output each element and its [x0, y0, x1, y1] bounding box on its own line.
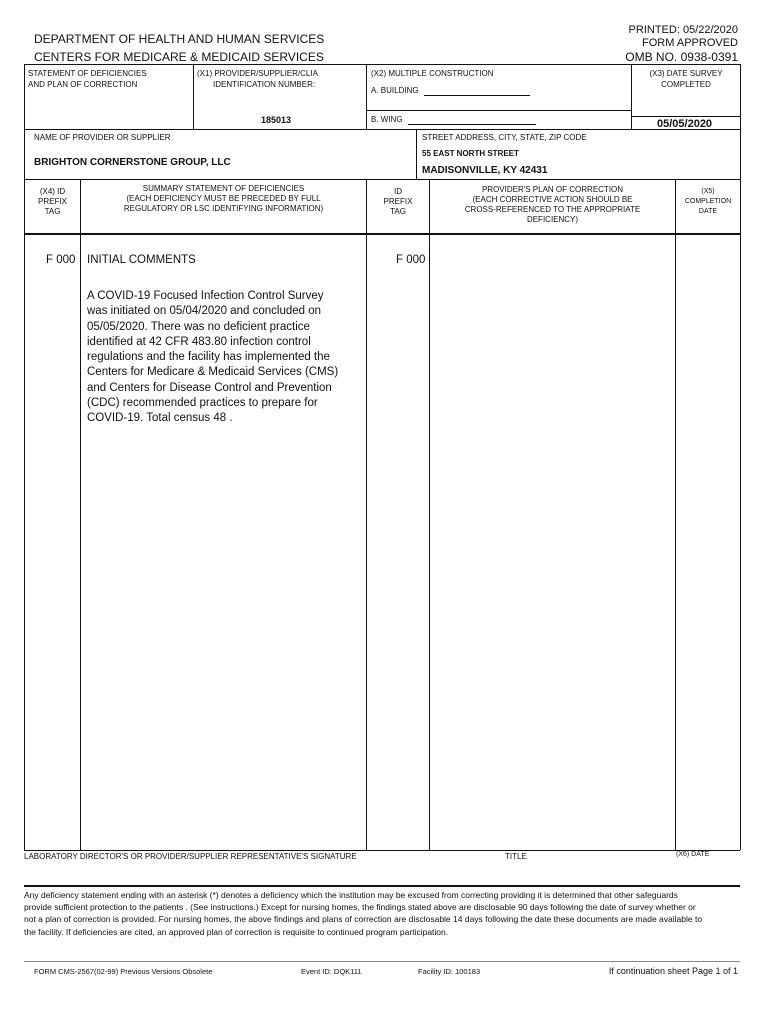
right-border — [740, 64, 741, 850]
table-bottom-border — [24, 850, 740, 851]
omb-number: OMB NO. 0938-0391 — [625, 50, 738, 64]
x4-header — [25, 187, 80, 217]
id-header-line2: PREFIX — [383, 197, 413, 206]
id-header — [367, 187, 429, 217]
x3-divider — [631, 116, 740, 117]
summary-header-line2: (EACH DEFICIENCY MUST BE PRECEDED BY FULL — [126, 194, 321, 203]
id-header-line3: TAG — [390, 207, 406, 216]
department-title: DEPARTMENT OF HEALTH AND HUMAN SERVICES — [34, 32, 325, 46]
x5-header-line1: (X5) — [701, 188, 715, 195]
x3-label-2: COMPLETED — [661, 80, 711, 89]
x2-divider — [366, 110, 631, 111]
header-row-divider — [24, 129, 740, 130]
col-divider-3 — [429, 179, 430, 850]
left-border — [24, 64, 25, 850]
plan-header-line3: CROSS-REFERENCED TO THE APPROPRIATE — [464, 205, 641, 214]
x1-label-2: IDENTIFICATION NUMBER: — [213, 80, 316, 89]
x2-label: (X2) MULTIPLE CONSTRUCTION — [371, 69, 494, 78]
col-divider-1 — [80, 179, 81, 850]
provider-name: BRIGHTON CORNERSTONE GROUP, LLC — [34, 157, 231, 168]
continuation-sheet: If continuation sheet Page 1 of 1 — [608, 966, 738, 976]
top-box-border — [24, 64, 740, 65]
wing-field — [371, 114, 536, 125]
form-id: FORM CMS-2567(02-99) Previous Versions Obsolete — [34, 967, 213, 976]
building-label: A. BUILDING — [371, 86, 419, 95]
city-state-zip: MADISONVILLE, KY 42431 — [422, 165, 548, 176]
printed-date: PRINTED: 05/22/2020 — [628, 24, 738, 36]
summary-header-line1: SUMMARY STATEMENT OF DEFICIENCIES — [142, 184, 305, 193]
provider-row-divider — [24, 179, 740, 180]
col-divider-4 — [675, 179, 676, 850]
agency-title: CENTERS FOR MEDICARE & MEDICAID SERVICES — [34, 50, 324, 64]
address-divider — [416, 129, 417, 179]
form-approved: FORM APPROVED — [642, 37, 738, 49]
provider-number: 185013 — [261, 115, 292, 125]
x1-label-1: (X1) PROVIDER/SUPPLIER/CLIA — [197, 69, 318, 78]
entry-body: A COVID-19 Focused Infection Control Survey was initiated on 05/04/2020 and concluded on 05/05/2020. There was no deficient practice identified at 42 CFR 483.80 infection control regulations and the facility has implemented the Centers for Medicare & Medicaid Services (CMS) and Centers for Disease Control and Prevention (CDC) recommended practices to prepare for COVID-19. Total census 48 . — [87, 290, 339, 425]
x4-header-line2: PREFIX — [38, 197, 67, 206]
plan-header-line1: PROVIDER'S PLAN OF CORRECTION — [481, 185, 624, 194]
signature-bottom-rule — [24, 885, 740, 887]
plan-header — [430, 185, 675, 225]
x4-header-line1: (X4) ID — [39, 187, 66, 196]
x1-left-divider — [193, 64, 194, 129]
disclaimer-text: Any deficiency statement ending with an asterisk (*) denotes a deficiency which the institution may be excused from correcting providing it is determined that other safeguards provide sufficient protection to the patients . (See instructions.) Except for nursing homes, the findings stated above are disclosable 90 days following the date of survey whether or not a plan of correction is provided. For nursing homes, the above findings and plans of correction are disclosable 14 days following the date these documents are made available to the facility. If deficiencies are cited, an approved plan of correction is requisite to continued program participation. — [24, 890, 703, 937]
address-label: STREET ADDRESS, CITY, STATE, ZIP CODE — [422, 133, 587, 142]
x5-header — [676, 187, 740, 217]
x3-label-1: (X3) DATE SURVEY — [649, 69, 723, 78]
event-id: Event ID: DQK111 — [301, 967, 362, 976]
building-blank — [424, 85, 530, 96]
director-signature-label: LABORATORY DIRECTOR'S OR PROVIDER/SUPPLIER REPRESENTATIVE'S SIGNATURE — [24, 852, 357, 861]
statement-label-1: STATEMENT OF DEFICIENCIES — [28, 69, 147, 78]
summary-header — [81, 184, 366, 214]
survey-completed-date: 05/05/2020 — [657, 118, 713, 130]
column-header-divider — [24, 233, 740, 235]
x6-date-label: (X6) DATE — [676, 851, 710, 858]
footer-rule — [24, 961, 740, 962]
x3-left-divider — [631, 64, 632, 129]
plan-header-line4: DEFICIENCY) — [526, 215, 579, 224]
facility-id: Facility ID: 100183 — [418, 967, 481, 976]
street-address: 55 EAST NORTH STREET — [422, 149, 519, 158]
x2-left-divider — [366, 64, 367, 129]
entry-heading: INITIAL COMMENTS — [87, 254, 196, 266]
summary-header-line3: REGULATORY OR LSC IDENTIFYING INFORMATION) — [123, 204, 324, 213]
wing-blank — [408, 114, 536, 125]
entry-prefix-tag: F 000 — [46, 254, 76, 266]
col-divider-2 — [366, 179, 367, 850]
entry-plan-tag: F 000 — [396, 254, 426, 266]
plan-header-line2: (EACH CORRECTIVE ACTION SHOULD BE — [472, 195, 633, 204]
statement-label-2: AND PLAN OF CORRECTION — [28, 80, 138, 89]
x5-header-line3: DATE — [698, 208, 718, 215]
id-header-line1: ID — [394, 187, 402, 196]
title-label: TITLE — [505, 852, 527, 861]
x4-header-line3: TAG — [44, 207, 61, 216]
wing-label: B. WING — [371, 115, 403, 124]
building-field — [371, 85, 530, 96]
x5-header-line2: COMPLETION — [684, 198, 732, 205]
provider-name-label: NAME OF PROVIDER OR SUPPLIER — [34, 133, 171, 142]
